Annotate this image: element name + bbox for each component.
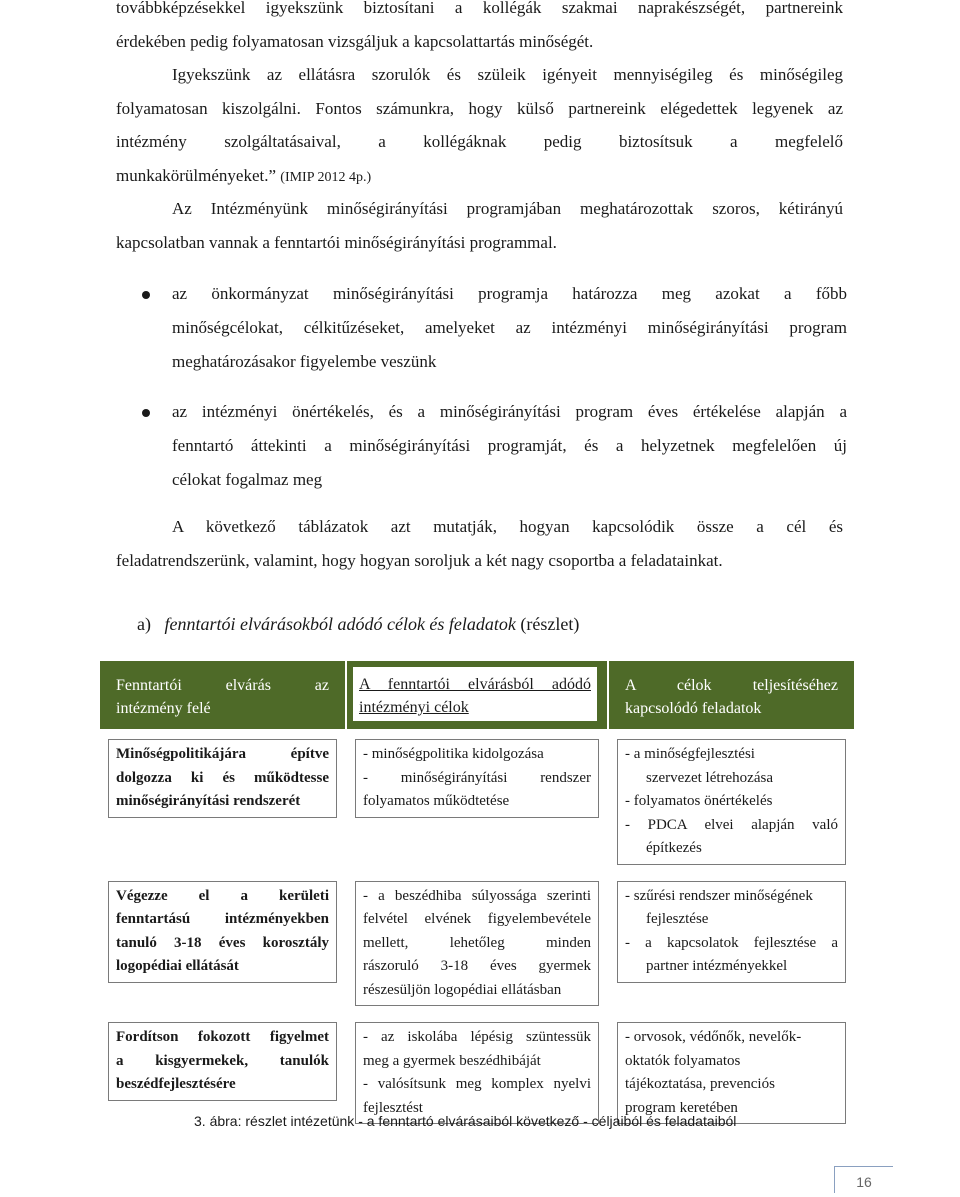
table-header-row xyxy=(99,660,855,730)
table-header-cell xyxy=(346,660,608,730)
text-line: fejlesztést xyxy=(363,1099,423,1116)
heading-suffix: (részlet) xyxy=(520,614,580,634)
text-line: intézményi célok xyxy=(359,699,469,716)
header-text xyxy=(100,661,345,720)
text-line: dolgozza ki és működtesse xyxy=(116,769,329,786)
text-line: - a kapcsolatok fejlesztése a xyxy=(625,934,838,951)
text-line: mellett, lehetőleg minden xyxy=(363,934,591,951)
text-line: érdekében pedig folyamatosan vizsgáljuk a kapcsolattartás minőségét. xyxy=(116,31,594,51)
text-line: feladatrendszerünk, valamint, hogy hogyan soroljuk a két nagy csoportba a feladatainkat. xyxy=(116,550,723,570)
cell-text xyxy=(617,1022,846,1124)
text-line: kapcsolatban vannak a fenntartói minőségirányítási programmal. xyxy=(116,232,557,252)
cell-text xyxy=(108,881,337,983)
figure-caption: 3. ábra: részlet intézetünk - a fenntartó elvárásaiból következő - céljaiból és feladataiból xyxy=(194,1113,737,1129)
bullet-text xyxy=(172,277,847,379)
text-line: - valósítsunk meg komplex nyelvi xyxy=(363,1076,591,1092)
text-line: Fenntartói elvárás az xyxy=(116,677,329,694)
text-line: intézmény felé xyxy=(116,700,211,717)
cell-text xyxy=(108,739,337,818)
paragraph-table-intro xyxy=(116,510,843,577)
table-row xyxy=(99,730,855,872)
text-line: - a beszédhiba súlyossága szerinti xyxy=(363,887,591,904)
text-line: fenntartó áttekinti a minőségirányítási programját, és a helyzetnek megfelelően új xyxy=(172,436,847,455)
text-line: - orvosok, védőnők, nevelők- xyxy=(625,1029,802,1045)
section-heading xyxy=(137,611,579,637)
citation: (IMIP 2012 4p.) xyxy=(280,169,372,185)
text-line: Fordítson fokozott figyelmet xyxy=(116,1029,329,1045)
paragraph-program xyxy=(116,192,843,259)
tasks-cell xyxy=(608,730,855,872)
table-header-cell xyxy=(99,660,346,730)
text-line: A célok teljesítéséhez xyxy=(625,677,838,694)
text-line xyxy=(116,159,843,195)
text-line: Minőségpolitikájára építve xyxy=(116,746,329,762)
text-line: partner intézményekkel xyxy=(646,958,788,974)
text-line: folyamatos működtetése xyxy=(363,793,510,809)
cell-text xyxy=(108,1022,337,1101)
page-number: 16 xyxy=(834,1166,893,1193)
goals-cell xyxy=(346,730,608,872)
text-line: - minőségpolitika kidolgozása xyxy=(363,746,544,762)
bullet-icon xyxy=(142,291,150,299)
text-line: a kisgyermekek, tanulók xyxy=(116,1052,329,1069)
text-line: intézmény szolgáltatásaival, a kollégáknak pedig biztosítsuk a megfelelő xyxy=(116,132,843,151)
text-line: tanuló 3-18 éves korosztály xyxy=(116,934,329,951)
text-fragment: munkakörülményeket.” xyxy=(116,165,277,185)
text-line: építkezés xyxy=(646,840,702,856)
text-line: tájékoztatása, prevenciós xyxy=(625,1076,775,1092)
text-line: Igyekszünk az ellátásra szorulók és szüleik igényeit mennyiségileg és minőségileg xyxy=(172,65,843,84)
text-line: Végezze el a kerületi xyxy=(116,887,329,904)
heading-prefix: a) xyxy=(137,614,151,634)
text-line: részesüljön logopédiai ellátásban xyxy=(363,981,562,998)
goals-cell xyxy=(346,872,608,1014)
cell-text xyxy=(617,881,846,983)
text-line: rászoruló 3-18 éves gyermek xyxy=(363,958,591,974)
text-line: program keretében xyxy=(625,1099,738,1116)
text-line: A fenntartói elvárásból adódó xyxy=(359,676,591,693)
text-line: felvétel elvének figyelembevétele xyxy=(363,911,591,927)
goals-table xyxy=(98,659,856,1132)
text-line: minőségirányítási rendszerét xyxy=(116,793,301,809)
text-line: kapcsolódó feladatok xyxy=(625,700,762,717)
cell-text xyxy=(355,1022,599,1124)
text-line: az intézményi önértékelés, és a minőségirányítási program éves értékelése alapján a xyxy=(172,402,847,421)
cell-text xyxy=(355,739,599,818)
text-line: - minőségirányítási rendszer xyxy=(363,769,591,786)
text-line: beszédfejlesztésére xyxy=(116,1076,236,1092)
text-line: meghatározásakor figyelembe veszünk xyxy=(172,352,437,371)
text-line: minőségcélokat, célkitűzéseket, amelyeket az intézményi minőségirányítási program xyxy=(172,318,847,337)
text-line: oktatók folyamatos xyxy=(625,1052,741,1069)
text-line: - szűrési rendszer minőségének xyxy=(625,887,813,904)
bullet-text xyxy=(172,395,847,497)
header-text xyxy=(353,667,597,721)
header-text xyxy=(609,661,854,720)
text-line: Az Intézményünk minőségirányítási programjában meghatározottak szoros, kétirányú xyxy=(172,199,843,218)
cell-text xyxy=(355,881,599,1007)
text-line: - a minőségfejlesztési xyxy=(625,746,755,762)
text-line: továbbképzésekkel igyekszünk biztosítani a kollégák szakmai naprakészségét, partnereink xyxy=(116,0,843,17)
text-line: folyamatosan kiszolgálni. Fontos számunkra, hogy külső partnereink elégedettek legyenek az xyxy=(116,98,843,118)
text-line: logopédiai ellátását xyxy=(116,958,239,974)
expectation-cell xyxy=(99,730,346,872)
table-row xyxy=(99,872,855,1014)
expectation-cell xyxy=(99,872,346,1014)
text-line: meg a gyermek beszédhibáját xyxy=(363,1052,541,1069)
text-line: szervezet létrehozása xyxy=(646,769,773,786)
cell-text xyxy=(617,739,846,865)
text-line: fenntartású intézményekben xyxy=(116,911,329,927)
text-line: - az iskolába lépésig szüntessük xyxy=(363,1029,591,1045)
tasks-cell xyxy=(608,872,855,1014)
table-header-cell xyxy=(608,660,855,730)
text-line: A következő táblázatok azt mutatják, hogyan kapcsolódik össze a cél és xyxy=(172,517,843,536)
heading-italic: fenntartói elvárásokból adódó célok és feladatok xyxy=(164,614,516,634)
text-line: célokat fogalmaz meg xyxy=(172,470,323,489)
text-line: - PDCA elvei alapján való xyxy=(625,816,838,833)
text-line: az önkormányzat minőségirányítási programja határozza meg azokat a főbb xyxy=(172,284,847,303)
text-line: fejlesztése xyxy=(646,911,709,927)
paragraph-intro xyxy=(116,0,843,194)
bullet-icon xyxy=(142,409,150,417)
text-line: - folyamatos önértékelés xyxy=(625,793,773,809)
